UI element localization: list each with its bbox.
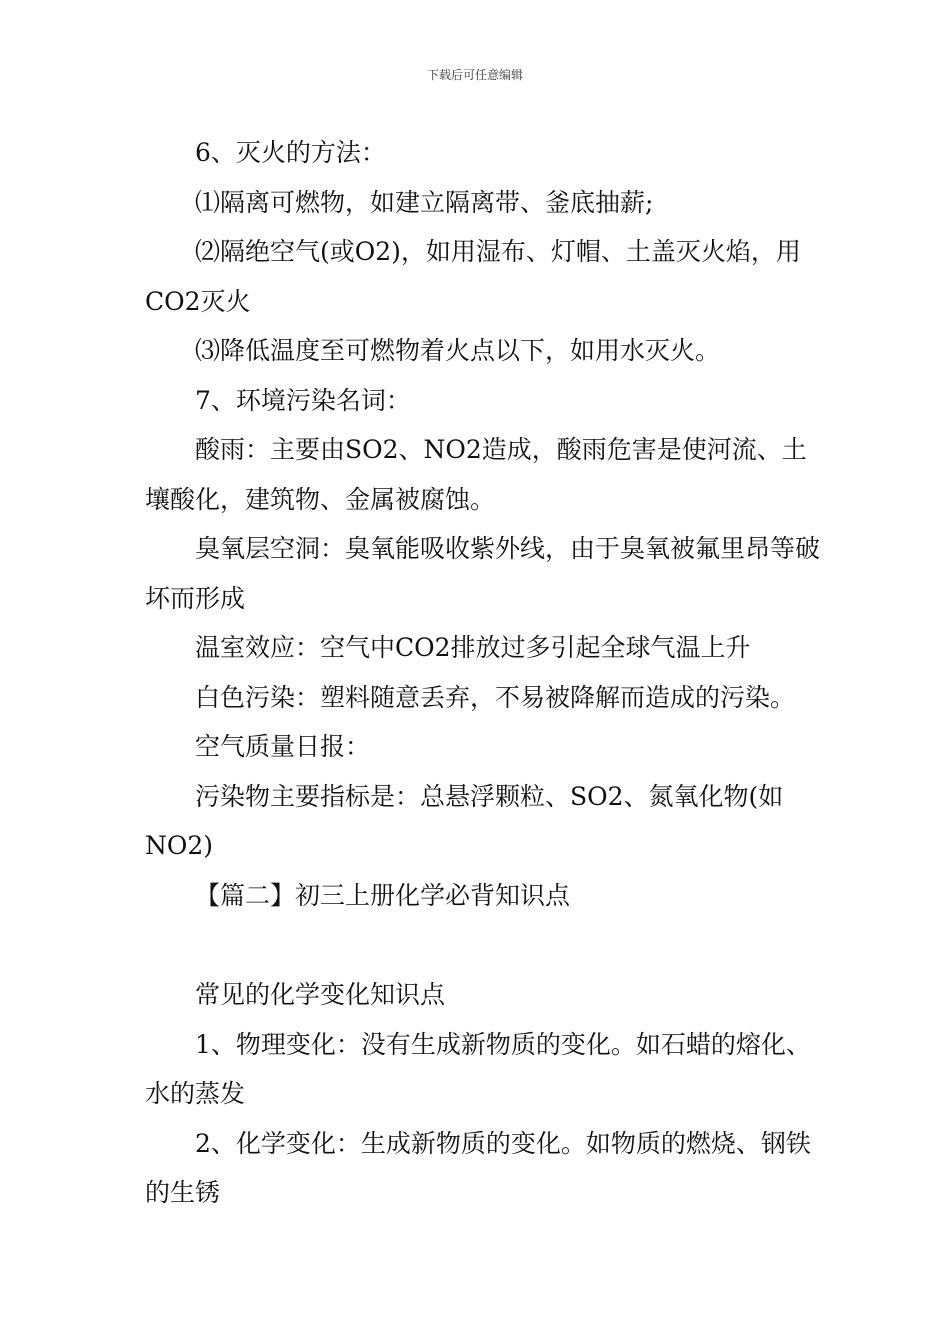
document-body	[145, 128, 825, 1218]
paragraph: 温室效应：空气中CO2排放过多引起全球气温上升	[195, 633, 751, 662]
paragraph: 7、环境污染名词：	[195, 385, 411, 415]
section-heading: 【篇二】初三上册化学必背知识点	[195, 880, 571, 910]
paragraph: 臭氧层空洞：臭氧能吸收紫外线，由于臭氧被氟里昂等破坏而形成	[145, 534, 821, 613]
paragraph: ⑴隔离可燃物，如建立隔离带、釜底抽薪;	[195, 187, 654, 217]
page-header: 下载后可任意编辑	[426, 68, 523, 82]
paragraph: 6、灭火的方法：	[195, 138, 386, 167]
paragraph: ⑵隔绝空气(或O2)，如用湿布、灯帽、土盖灭火焰，用CO2灭火	[145, 237, 801, 316]
paragraph: 2、化学变化：生成新物质的变化。如物质的燃烧、钢铁的生锈	[145, 1128, 811, 1207]
paragraph: 污染物主要指标是：总悬浮颗粒、SO2、氮氧化物(如NO2)	[145, 781, 784, 860]
paragraph: 白色污染：塑料随意丢弃，不易被降解而造成的污染。	[195, 682, 796, 712]
paragraph: 空气质量日报：	[195, 732, 371, 761]
paragraph: ⑶降低温度至可燃物着火点以下，如用水灭火。	[195, 336, 721, 365]
subsection-heading: 常见的化学变化知识点	[195, 980, 446, 1009]
paragraph: 酸雨：主要由SO2、NO2造成，酸雨危害是使河流、土壤酸化，建筑物、金属被腐蚀。	[145, 435, 807, 514]
paragraph: 1、物理变化：没有生成新物质的变化。如石蜡的熔化、水的蒸发	[145, 1029, 811, 1108]
blank-line	[145, 920, 825, 970]
